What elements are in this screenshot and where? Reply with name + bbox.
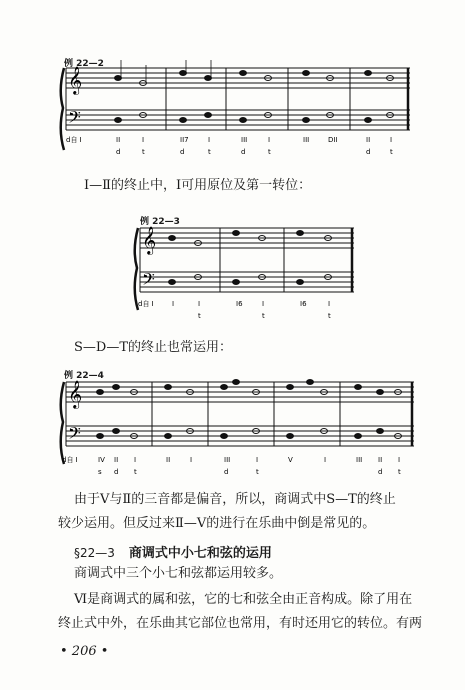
notes <box>115 60 394 123</box>
function-analysis-row <box>198 312 331 320</box>
section-heading <box>74 542 272 561</box>
analysis-label: I <box>328 300 331 308</box>
analysis-label: I6 <box>236 300 243 308</box>
section-number: §22—3 <box>74 546 115 560</box>
analysis-label: V <box>288 456 293 464</box>
example-label-22-3: 例 22—3 <box>140 217 180 227</box>
analysis-label: I <box>390 136 393 144</box>
analysis-label: I <box>262 300 265 308</box>
paragraph-cadence-positions: Ⅰ—Ⅱ的终止中，Ⅰ可用原位及第一转位： <box>84 178 312 193</box>
function-label: t <box>328 312 331 320</box>
treble-clef-icon: 𝄞 <box>142 226 157 254</box>
analysis-label: I <box>172 300 175 308</box>
analysis-label: d自 I <box>62 456 78 464</box>
grand-staff-brace <box>61 382 64 464</box>
analysis-label: I <box>190 456 193 464</box>
section-title: 商调式中小七和弦的运用 <box>128 546 272 561</box>
bass-clef-icon: 𝄢 <box>68 107 81 131</box>
roman-analysis-row <box>62 455 400 464</box>
function-label: t <box>198 312 201 320</box>
analysis-label: II <box>114 456 119 464</box>
function-label: d <box>366 148 371 156</box>
function-label: t <box>142 148 145 156</box>
analysis-label: II7 <box>180 136 189 144</box>
analysis-label: I <box>268 136 271 144</box>
function-analysis-row <box>116 148 393 156</box>
analysis-label: II <box>366 136 371 144</box>
function-label: t <box>268 148 271 156</box>
score-example-22-4 <box>58 372 420 482</box>
analysis-label: I <box>324 456 327 464</box>
analysis-label: d自 I <box>138 300 154 308</box>
function-label: d <box>180 148 185 156</box>
notes <box>97 380 402 439</box>
grand-staff-brace <box>61 68 64 150</box>
paragraph-sdt-cadence: S—D—T的终止也常运用： <box>74 340 232 355</box>
analysis-label: III <box>303 136 310 144</box>
analysis-label: III <box>356 456 363 464</box>
analysis-label: I <box>134 456 137 464</box>
paragraph-shang-mode-line1: 由于Ⅴ与Ⅱ的三音都是偏音，所以，商调式中S—T的终止 <box>74 492 396 507</box>
analysis-label: II <box>378 456 383 464</box>
function-label: d <box>116 148 121 156</box>
function-label: t <box>398 468 401 476</box>
function-label: t <box>390 148 393 156</box>
notes <box>169 231 332 285</box>
score-example-22-2 <box>58 60 418 160</box>
roman-analysis-row <box>66 135 392 144</box>
analysis-label: I <box>198 300 201 308</box>
treble-clef-icon: 𝄞 <box>68 66 83 94</box>
analysis-label: II <box>166 456 171 464</box>
function-analysis-row <box>98 468 401 476</box>
function-label: t <box>256 468 259 476</box>
analysis-label: III <box>241 136 248 144</box>
analysis-label: I <box>256 456 259 464</box>
example-label-22-2: 例 22—2 <box>64 59 104 69</box>
page-number: • 206 • <box>60 644 109 659</box>
function-label: d <box>114 468 119 476</box>
analysis-label: I6 <box>300 300 307 308</box>
paragraph-dominant-line1: Ⅵ是商调式的属和弦，它的七和弦全由正音构成。除了用在 <box>74 592 413 607</box>
analysis-label: I <box>398 456 401 464</box>
analysis-label: IV <box>98 456 105 464</box>
analysis-label: II <box>116 136 121 144</box>
analysis-label: III <box>224 456 231 464</box>
function-label: t <box>208 148 211 156</box>
analysis-label: I <box>208 136 211 144</box>
paragraph-dominant-line2: 终止式中外，在乐曲其它部位也常用，有时还用它的转位。有两 <box>58 616 423 631</box>
score-example-22-3 <box>132 220 362 330</box>
analysis-label: I <box>142 136 145 144</box>
analysis-label: DII <box>328 136 338 144</box>
roman-analysis-row <box>138 299 330 308</box>
treble-clef-icon: 𝄞 <box>68 380 83 408</box>
grand-staff-brace <box>135 228 138 310</box>
paragraph-minor-seventh-usage: 商调式中三个小七和弦都运用较多。 <box>74 566 283 581</box>
function-label: t <box>134 468 137 476</box>
function-label: t <box>262 312 265 320</box>
example-label-22-4: 例 22—4 <box>64 371 104 381</box>
function-label: s <box>98 468 102 476</box>
function-label: d <box>241 148 246 156</box>
analysis-label: d自 I <box>66 136 82 144</box>
function-label: d <box>378 468 383 476</box>
function-label: d <box>224 468 229 476</box>
paragraph-shang-mode-line2: 较少运用。但反过来Ⅱ—Ⅴ的进行在乐曲中倒是常见的。 <box>58 516 376 531</box>
bass-clef-icon: 𝄢 <box>68 423 81 447</box>
bass-clef-icon: 𝄢 <box>142 269 155 293</box>
